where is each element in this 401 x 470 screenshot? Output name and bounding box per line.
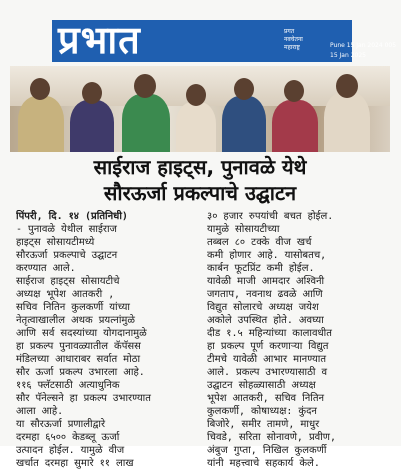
article-column-right bbox=[207, 210, 391, 470]
article-line: उत्पादन होईल. यामुळे वीज bbox=[16, 445, 125, 456]
edition-date bbox=[330, 42, 401, 60]
article-line: टीमचे यावेळी आभार मानण्यात bbox=[207, 354, 327, 365]
article-line: नेतृत्वाखालील अथक प्रयत्नांमुळे bbox=[16, 315, 136, 326]
photo-person bbox=[18, 96, 64, 152]
article-line: ३० हजार रुपयांची बचत होईल. bbox=[207, 211, 334, 222]
article-line: सौरऊर्जा प्रकल्पाचे उद्घाटन bbox=[16, 250, 118, 261]
article-line: ११६ फ्लॅटसाठी अत्याधुनिक bbox=[16, 380, 120, 391]
article-line: हा प्रकल्प पुनावळ्यातील कॅपॅसस bbox=[16, 341, 141, 352]
masthead bbox=[52, 18, 397, 62]
edition-date-bottom: 15 Jan 2025 bbox=[330, 52, 366, 59]
headline-line-1: साईराज हाइट्स, पुनावळे येथे bbox=[93, 155, 307, 179]
article-line: विद्युत सोलारचे अध्यक्ष जयेश bbox=[207, 302, 319, 313]
article-line: खर्चात दरमहा सुमारे ११ लाख bbox=[16, 458, 134, 469]
article-line: हा प्रकल्प पूर्ण करणाऱ्या विद्युत bbox=[207, 341, 329, 352]
edition-date-top: Pune 15 Jan 2024 005 bbox=[330, 42, 397, 49]
photo-head bbox=[30, 78, 50, 100]
article-line: सौर पॅनेल्सने हा प्रकल्प उभारण्यात bbox=[16, 393, 151, 404]
article-line: करण्यात आले. bbox=[16, 263, 76, 274]
article-line: दीड १.५ महिन्यांच्या कालावधीत bbox=[207, 328, 332, 339]
article-line: सचिव नितिन कुलकर्णी यांच्या bbox=[16, 302, 131, 313]
tagline-line: प्रगत bbox=[284, 28, 295, 35]
article-line: कार्बन फूटप्रिंट कमी होईल. bbox=[207, 263, 315, 274]
article-line: आले. प्रकल्प उभारण्यासाठी व bbox=[207, 367, 328, 378]
article-line: बिजोरे, समीर तामणे, माधुर bbox=[207, 419, 320, 430]
headline-line-2: सौरऊर्जा प्रकल्पाचे उद्घाटन bbox=[103, 181, 297, 205]
photo-head bbox=[186, 84, 206, 106]
article-line: अंबुज गुप्ता, निखिल कुलकर्णी bbox=[207, 445, 327, 456]
tagline-line: महाराष्ट्र bbox=[284, 44, 300, 51]
article-line: कमी होणार आहे. यासोबतच, bbox=[207, 250, 327, 261]
newspaper-logo: प्रभात bbox=[58, 18, 141, 62]
article-line: तब्बल ८० टक्के वीज खर्च bbox=[207, 237, 312, 248]
article-line: यामुळे सोसायटीच्या bbox=[207, 224, 280, 235]
article-line: मंडिलच्या आधाराबर सर्वात मोठा bbox=[16, 354, 141, 365]
article-line: अध्यक्ष भूपेश आतकरी , bbox=[16, 289, 115, 300]
article-line: आणि सर्व सदस्यांच्या योगदानामुळे bbox=[16, 328, 147, 339]
photo-person bbox=[122, 94, 170, 152]
tagline-line: नवचेतना bbox=[284, 36, 303, 43]
article-line: चिवडे, सरिता सोनावणे, प्रवीण, bbox=[207, 432, 337, 443]
photo-person bbox=[324, 92, 370, 152]
article-line: उद्घाटन सोहळ्यासाठी अध्यक्ष bbox=[207, 380, 316, 391]
article-line: आला आहे. bbox=[16, 406, 64, 417]
photo-head bbox=[234, 78, 254, 100]
article-line: यांनी महत्त्वाचे सहकार्य केले. bbox=[207, 458, 320, 469]
masthead-tagline bbox=[284, 28, 324, 52]
article-line: पिंपरी, दि. १४ (प्रतिनिधी) bbox=[16, 211, 128, 222]
article-line: भूपेश आतकरी, सचिव नितिन bbox=[207, 393, 325, 404]
event-photo bbox=[10, 66, 390, 152]
article-line: अकोले उपस्थित होते. अवघ्या bbox=[207, 315, 324, 326]
photo-head bbox=[82, 82, 102, 104]
photo-head bbox=[284, 80, 304, 102]
article-line: हाइट्स सोसायटीमध्ये bbox=[16, 237, 95, 248]
article-column-left bbox=[16, 210, 200, 470]
photo-person bbox=[176, 102, 216, 152]
article-line: यावेळी माजी आमदार अश्विनी bbox=[207, 276, 325, 287]
article-line: या सौरऊर्जा प्रणालीद्वारे bbox=[16, 419, 106, 430]
article-line: कुलकर्णी, कोषाध्यक्ष: कुंदन bbox=[207, 406, 317, 417]
article-line: साईराज हाइट्स सोसायटीचे bbox=[16, 276, 120, 287]
photo-head bbox=[336, 74, 358, 98]
article-line: सौर ऊर्जा प्रकल्प उभारला आहे. bbox=[16, 367, 145, 378]
photo-person bbox=[222, 96, 266, 152]
photo-person bbox=[70, 100, 114, 152]
photo-person bbox=[272, 100, 318, 152]
photo-head bbox=[134, 74, 156, 98]
article-line: जगताप, नवनाथ ढवळे आणि bbox=[207, 289, 323, 300]
article-line: दरमहा ६५०० केडब्लू ऊर्जा bbox=[16, 432, 120, 443]
article-line: - पुनावळे येथील साईराज bbox=[16, 224, 117, 235]
article-headline bbox=[10, 154, 390, 206]
